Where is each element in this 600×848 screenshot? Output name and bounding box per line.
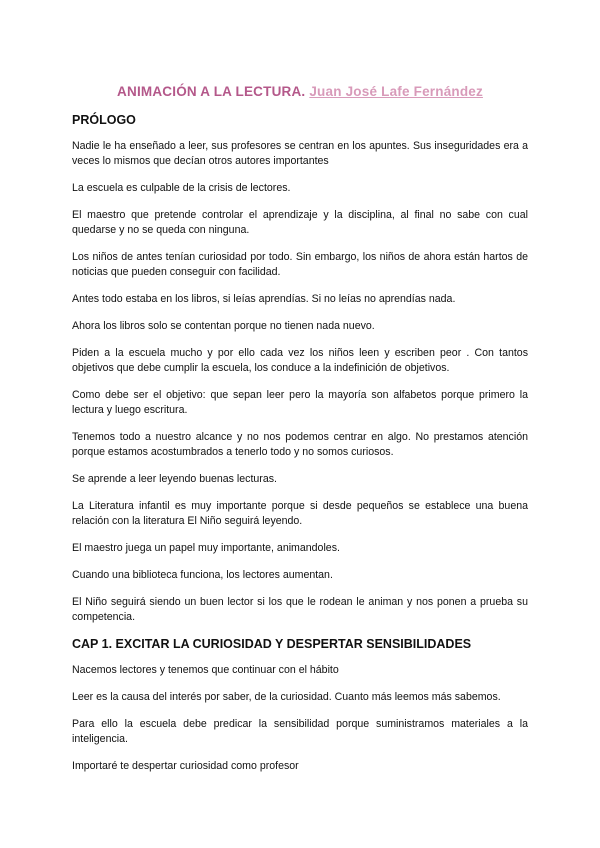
- paragraph: El Niño seguirá siendo un buen lector si los que le rodean le animan y nos ponen a prueba su competencia.: [72, 596, 528, 623]
- paragraph: El maestro juega un papel muy importante, animandoles.: [72, 542, 340, 554]
- document-title: [72, 84, 528, 99]
- paragraph: La escuela es culpable de la crisis de lectores.: [72, 182, 291, 194]
- document-page: [72, 84, 528, 786]
- paragraph: Importaré te despertar curiosidad como profesor: [72, 760, 299, 772]
- paragraph: El maestro que pretende controlar el aprendizaje y la disciplina, al final no sabe con cual quedarse y no se queda con ninguna.: [72, 209, 528, 236]
- title-text: ANIMACIÓN A LA LECTURA.: [117, 84, 306, 99]
- paragraph: Antes todo estaba en los libros, si leías aprendías. Si no leías no aprendías nada.: [72, 293, 456, 305]
- paragraph: Tenemos todo a nuestro alcance y no nos podemos centrar en algo. No prestamos atención porque estamos acostumbrados a tenerlo todo y no somos curiosos.: [72, 431, 528, 458]
- author-link[interactable]: Juan José Lafe Fernández: [309, 84, 483, 99]
- paragraph: Nacemos lectores y tenemos que continuar con el hábito: [72, 664, 339, 676]
- paragraph: Se aprende a leer leyendo buenas lecturas.: [72, 473, 277, 485]
- paragraph: Para ello la escuela debe predicar la sensibilidad porque suministramos materiales a la inteligencia.: [72, 718, 528, 745]
- paragraph: Nadie le ha enseñado a leer, sus profesores se centran en los apuntes. Sus inseguridades era a veces lo mismos que decían otros autores importantes: [72, 140, 528, 167]
- section-heading-prologo: PRÓLOGO: [72, 113, 136, 127]
- paragraph: Ahora los libros solo se contentan porque no tienen nada nuevo.: [72, 320, 375, 332]
- paragraph: Cuando una biblioteca funciona, los lectores aumentan.: [72, 569, 333, 581]
- paragraph: Los niños de antes tenían curiosidad por todo. Sin embargo, los niños de ahora están hartos de noticias que pueden conseguir con facilidad.: [72, 251, 528, 278]
- paragraph: La Literatura infantil es muy importante porque si desde pequeños se establece una buena relación con la literatura El Niño seguirá leyendo.: [72, 500, 528, 527]
- paragraph: Leer es la causa del interés por saber, de la curiosidad. Cuanto más leemos más sabemos.: [72, 691, 501, 703]
- paragraph: Como debe ser el objetivo: que sepan leer pero la mayoría son alfabetos porque primero la lectura y luego escritura.: [72, 389, 528, 416]
- document-body: [72, 113, 528, 774]
- paragraph: Piden a la escuela mucho y por ello cada vez los niños leen y escriben peor . Con tantos objetivos que debe cumplir la escuela, los conduce a la indefinición de objetivos.: [72, 347, 528, 374]
- section-heading-cap1: CAP 1. EXCITAR LA CURIOSIDAD Y DESPERTAR SENSIBILIDADES: [72, 637, 472, 651]
